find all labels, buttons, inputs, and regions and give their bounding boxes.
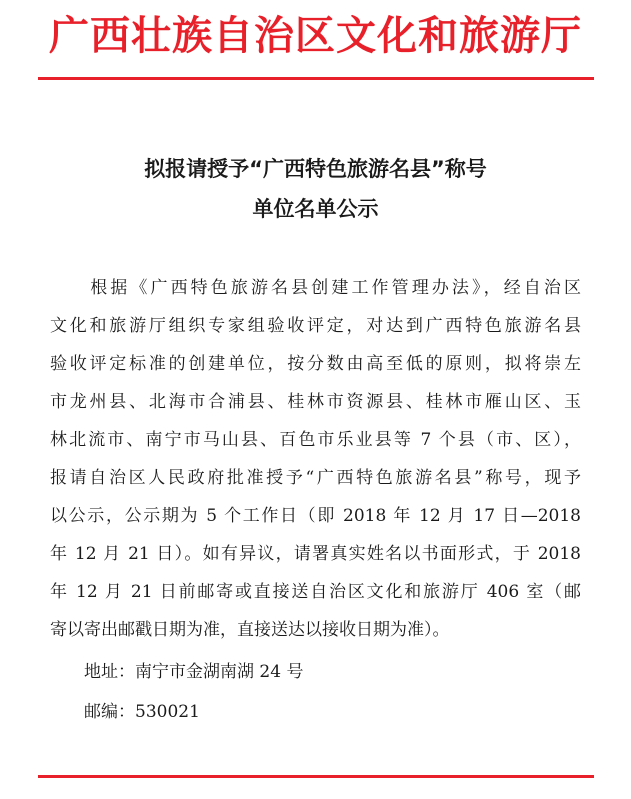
contact-address: 地址：南宁市金湖南湖 24 号 xyxy=(84,662,304,682)
contact-postcode: 邮编：530021 xyxy=(84,702,200,722)
issuer-masthead: 广西壮族自治区文化和旅游厅 xyxy=(49,12,582,59)
body-paragraph-line: 验收评定标准的创建单位，按分数由高至低的原则，拟将崇左 xyxy=(50,354,581,374)
body-paragraph-line: 根据《广西特色旅游名县创建工作管理办法》，经自治区 xyxy=(50,278,581,298)
body-paragraph-line: 文化和旅游厅组织专家组验收评定，对达到广西特色旅游名县 xyxy=(50,316,581,336)
body-paragraph-line: 市龙州县、北海市合浦县、桂林市资源县、桂林市雁山区、玉 xyxy=(50,392,581,412)
body-paragraph-line: 报请自治区人民政府批准授予“广西特色旅游名县”称号，现予 xyxy=(50,468,581,488)
body-paragraph-line: 年 12 月 21 日前邮寄或直接送自治区文化和旅游厅 406 室（邮 xyxy=(50,582,581,602)
body-paragraph-line: 林北流市、南宁市马山县、百色市乐业县等 7 个县（市、区）， xyxy=(50,430,581,450)
masthead-red-rule xyxy=(38,77,594,80)
footer-red-rule xyxy=(38,775,594,778)
body-paragraph-line: 以公示，公示期为 5 个工作日（即 2018 年 12 月 17 日—2018 xyxy=(50,506,581,526)
body-paragraph-line: 寄以寄出邮戳日期为准，直接送达以接收日期为准）。 xyxy=(50,620,450,640)
body-paragraph-line: 年 12 月 21 日）。如有异议，请署真实姓名以书面形式，于 2018 xyxy=(50,544,581,564)
notice-title-line-2: 单位名单公示 xyxy=(252,197,379,221)
notice-title-line-1: 拟报请授予“广西特色旅游名县”称号 xyxy=(144,157,487,181)
